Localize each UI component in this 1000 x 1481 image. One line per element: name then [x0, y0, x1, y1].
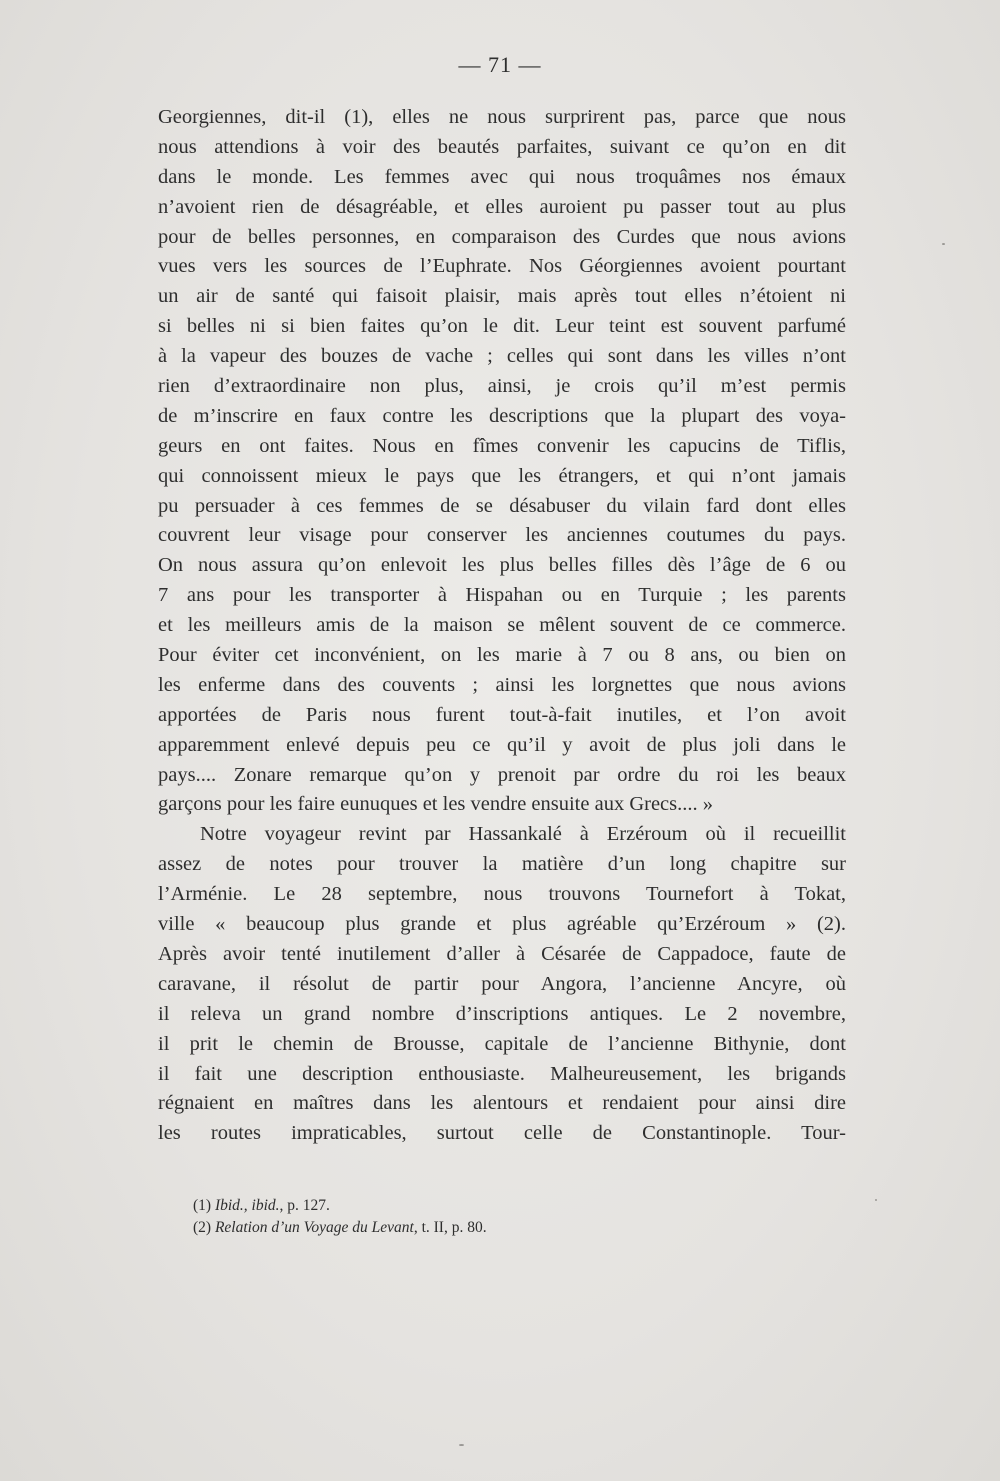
text-line: caravane, il résolut de partir pour Angora, l’ancienne Ancyre, où	[158, 972, 846, 995]
footnote-marker: (2)	[193, 1219, 215, 1236]
page-number: — 71 —	[458, 52, 542, 77]
text-line: Après avoir tenté inutilement d’aller à Césarée de Cappadoce, faute de	[158, 942, 846, 965]
text-line: Pour éviter cet inconvénient, on les marie à 7 ou 8 ans, ou bien on	[158, 644, 846, 667]
paragraph-start-line: Notre voyageur revint par Hassankalé à Erzéroum où il recueillit	[200, 823, 846, 846]
text-line: Georgiennes, dit-il (1), elles ne nous surprirent pas, parce que nous	[158, 106, 846, 128]
text-line: geurs en ont faites. Nous en fîmes convenir les capucins de Tiflis,	[158, 434, 846, 457]
footnote-1	[193, 1195, 693, 1217]
footnote-text: , p. 127.	[279, 1197, 330, 1214]
text-line: 7 ans pour les transporter à Hispahan ou en Turquie ; les parents	[158, 584, 846, 607]
text-line: il releva un grand nombre d’inscriptions antiques. Le 2 novembre,	[158, 1002, 846, 1025]
scan-speck	[875, 1199, 877, 1201]
text-line: On nous assura qu’on enlevoit les plus belles filles dès l’âge de 6 ou	[158, 554, 846, 577]
scan-speck	[942, 243, 945, 245]
text-line: qui connoissent mieux le pays que les étrangers, et qui n’ont jamais	[158, 464, 846, 487]
footnote-marker: (1)	[193, 1197, 215, 1214]
text-line: les routes impraticables, surtout celle de Constantinople. Tour-	[158, 1122, 846, 1145]
text-line: pays.... Zonare remarque qu’on y prenoit par ordre du roi les beaux	[158, 763, 846, 786]
text-line: de m’inscrire en faux contre les descriptions que la plupart des voya-	[158, 404, 846, 427]
footnote-text: , t. II, p. 80.	[413, 1219, 487, 1236]
text-line: garçons pour les faire eunuques et les vendre ensuite aux Grecs.... »	[158, 793, 714, 816]
text-line: un air de santé qui faisoit plaisir, mais après tout elles n’étoient ni	[158, 285, 846, 308]
scan-speck	[459, 1444, 464, 1446]
text-line: l’Arménie. Le 28 septembre, nous trouvons Tournefort à Tokat,	[158, 883, 846, 906]
text-line: à la vapeur des bouzes de vache ; celles qui sont dans les villes n’ont	[158, 345, 846, 368]
text-line: apportées de Paris nous furent tout-à-fait inutiles, et l’on avoit	[158, 703, 846, 726]
text-line: apparemment enlevé depuis peu ce qu’il y avoit de plus joli dans le	[158, 733, 846, 756]
footnotes	[193, 1195, 693, 1239]
text-line: dans le monde. Les femmes avec qui nous troquâmes nos émaux	[158, 165, 846, 188]
footnote-italic: Relation d’un Voyage du Levant	[214, 1219, 414, 1236]
body-text	[158, 103, 846, 1149]
text-line: régnaient en maîtres dans les alentours et rendaient pour ainsi dire	[158, 1092, 846, 1115]
text-line: pour de belles personnes, en comparaison des Curdes que nous avions	[158, 225, 846, 248]
text-line: n’avoient rien de désagréable, et elles auroient pu passer tout au plus	[158, 195, 846, 218]
text-line: si belles ni si bien faites qu’on le dit. Leur teint est souvent parfumé	[158, 315, 846, 338]
text-line: rien d’extraordinaire non plus, ainsi, je crois qu’il m’est permis	[158, 375, 846, 398]
text-line: il fait une description enthousiaste. Malheureusement, les brigands	[158, 1062, 846, 1085]
text-line: et les meilleurs amis de la maison se mêlent souvent de ce commerce.	[158, 614, 846, 637]
text-line: assez de notes pour trouver la matière d’un long chapitre sur	[158, 853, 846, 876]
text-line: pu persuader à ces femmes de se désabuser du vilain fard dont elles	[158, 494, 846, 517]
footnote-2	[193, 1217, 693, 1239]
text-line: il prit le chemin de Brousse, capitale de l’ancienne Bithynie, dont	[158, 1032, 846, 1055]
text-line: vues vers les sources de l’Euphrate. Nos Géorgiennes avoient pourtant	[158, 255, 846, 278]
footnote-italic: Ibid., ibid.	[214, 1197, 280, 1214]
text-line: ville « beaucoup plus grande et plus agréable qu’Erzéroum » (2).	[158, 913, 846, 936]
text-line: nous attendions à voir des beautés parfaites, suivant ce qu’on en dit	[158, 135, 846, 158]
text-line: couvrent leur visage pour conserver les anciennes coutumes du pays.	[158, 524, 846, 547]
text-line: les enferme dans des couvents ; ainsi les lorgnettes que nous avions	[158, 673, 846, 696]
